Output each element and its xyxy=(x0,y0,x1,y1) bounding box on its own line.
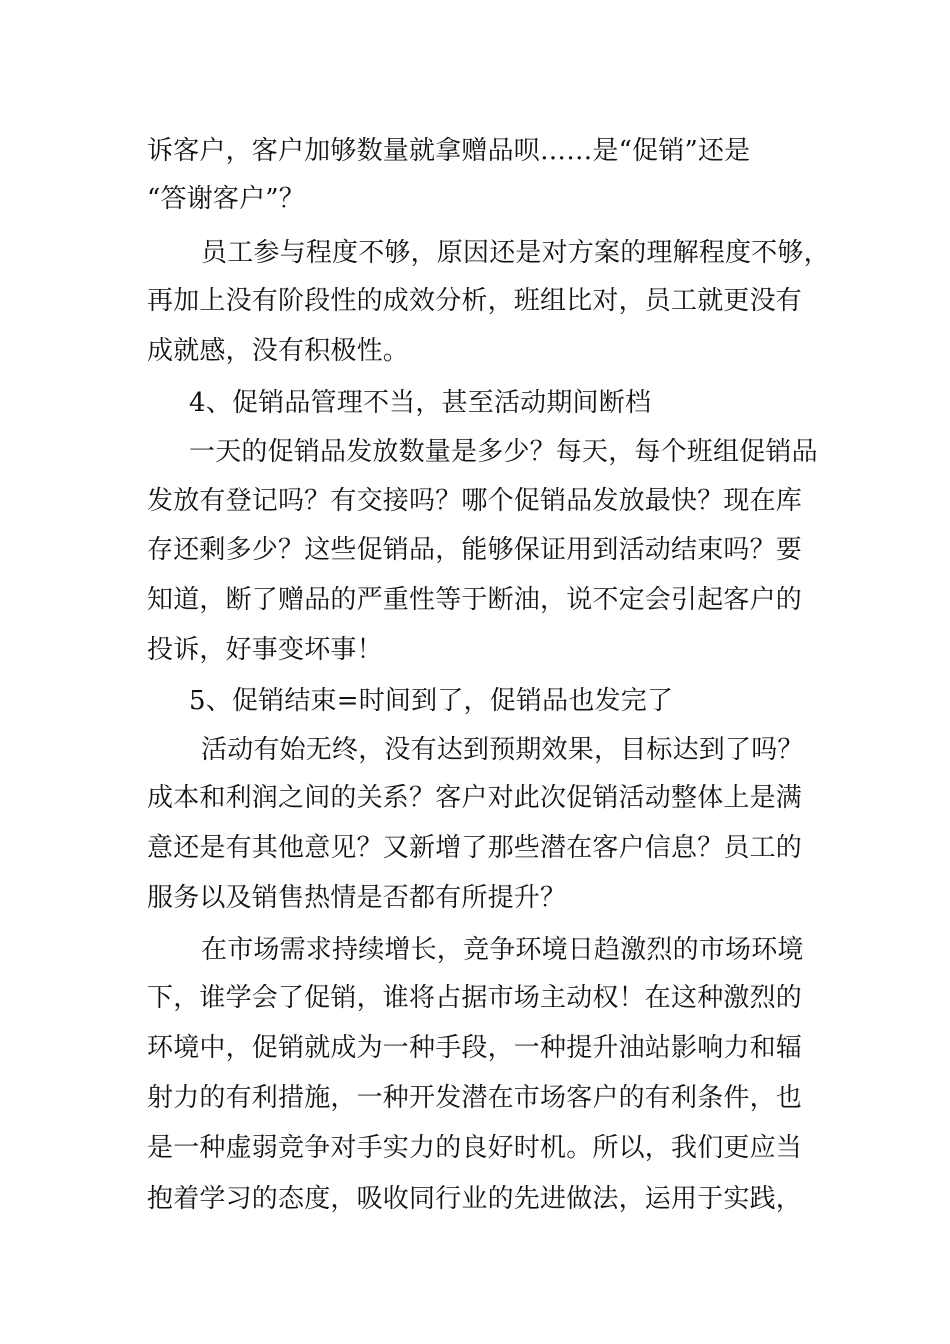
text-line: 下，谁学会了促销，谁将占据市场主动权！在这种激烈的 xyxy=(147,983,803,1013)
text-line: 诉客户，客户加够数量就拿赠品呗……是“促销”还是 xyxy=(147,136,751,166)
text-line: 再加上没有阶段性的成效分析，班组比对，员工就更没有 xyxy=(147,286,803,316)
text-line: 知道，断了赠品的严重性等于断油，说不定会引起客户的 xyxy=(147,585,803,615)
text-line: 发放有登记吗？有交接吗？哪个促销品发放最快？现在库 xyxy=(147,486,803,516)
text-line: 存还剩多少？这些促销品，能够保证用到活动结束吗？要 xyxy=(147,535,803,565)
text-line: “答谢客户”？ xyxy=(147,184,305,214)
text-line: 抱着学习的态度，吸收同行业的先进做法，运用于实践， xyxy=(147,1184,803,1214)
section-heading: 5、促销结束=时间到了，促销品也发完了 xyxy=(189,686,674,716)
text-line: 意还是有其他意见？又新增了那些潜在客户信息？员工的 xyxy=(147,833,803,863)
section-heading: 4、促销品管理不当，甚至活动期间断档 xyxy=(189,388,652,418)
text-line: 是一种虚弱竞争对手实力的良好时机。所以，我们更应当 xyxy=(147,1133,803,1163)
text-line: 成本和利润之间的关系？客户对此次促销活动整体上是满 xyxy=(147,783,803,813)
text-line: 服务以及销售热情是否都有所提升？ xyxy=(147,883,567,913)
paragraph-first-line: 员工参与程度不够，原因还是对方案的理解程度不够， xyxy=(201,238,830,268)
text-line: 环境中，促销就成为一种手段，一种提升油站影响力和辐 xyxy=(147,1033,803,1063)
paragraph-first-line: 在市场需求持续增长，竞争环境日趋激烈的市场环境 xyxy=(201,935,804,965)
text-line: 射力的有利措施，一种开发潜在市场客户的有利条件，也 xyxy=(147,1083,803,1113)
paragraph-first-line: 一天的促销品发放数量是多少？每天，每个班组促销品 xyxy=(189,437,818,467)
text-line: 投诉，好事变坏事！ xyxy=(147,635,383,665)
text-line: 成就感，没有积极性。 xyxy=(147,336,410,366)
paragraph-first-line: 活动有始无终，没有达到预期效果，目标达到了吗？ xyxy=(201,735,804,765)
